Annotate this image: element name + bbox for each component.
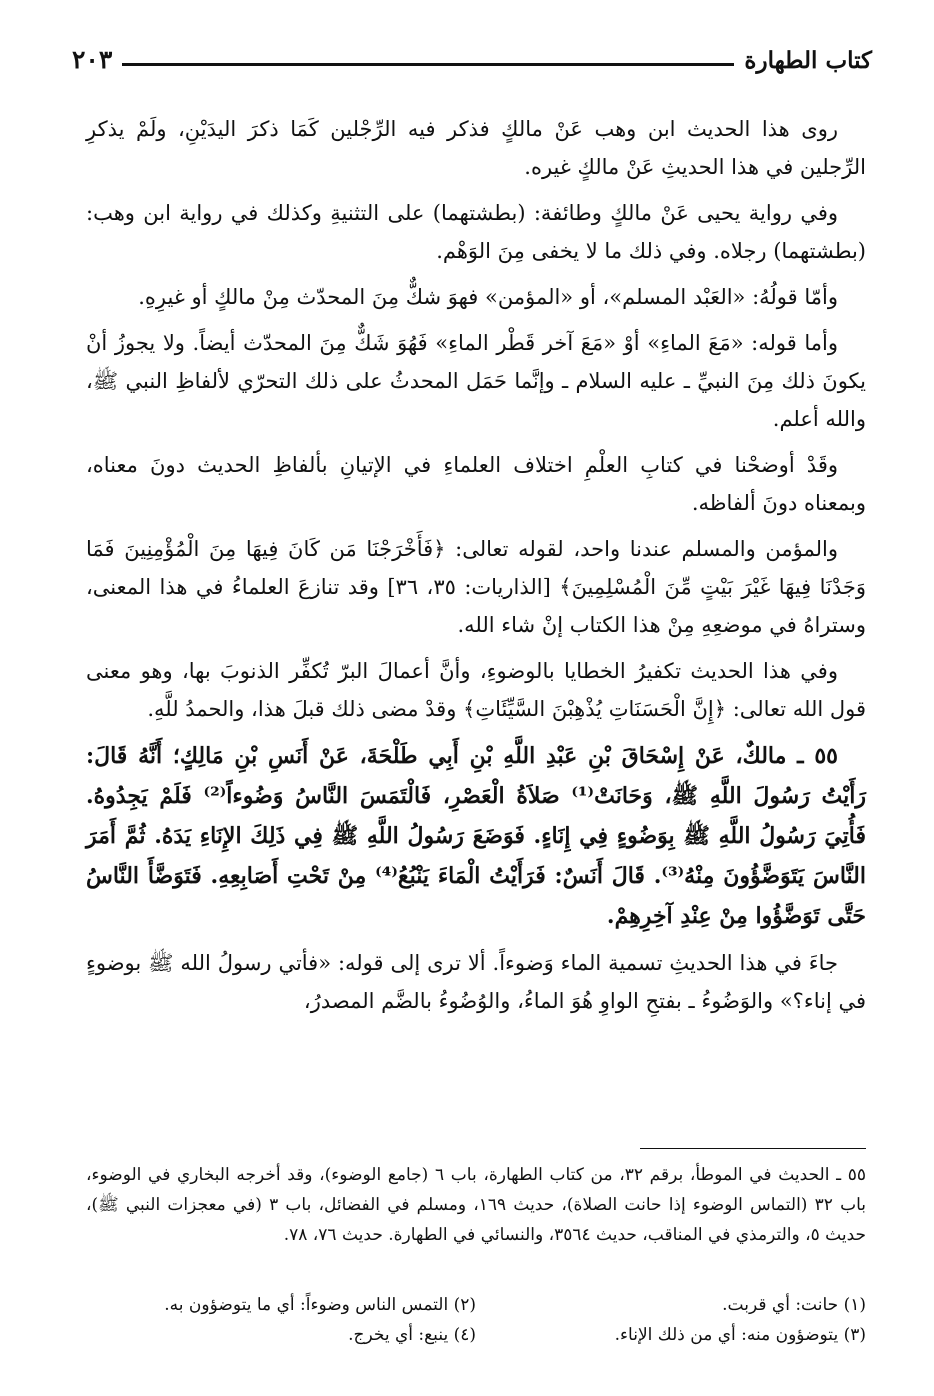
footnote-block	[86, 1160, 866, 1250]
paragraph: وأما قوله: «مَعَ الماءِ» أوْ «مَعَ آخر قَطْر الماءِ» فَهُوَ شَكٌّ مِنَ المحدّث أيضاً. ولا يجوزُ أنْ يكونَ ذلك مِنَ النبيِّ ـ عليه السلام ـ وإنَّما حَمَل المحدثُ على ذلك التحرّي لألفاظِ النبي ﷺ، والله أعلم.	[86, 331, 866, 431]
page-number: ٢٠٣	[72, 45, 113, 74]
footnote-rule	[640, 1148, 866, 1149]
gloss-row	[86, 1290, 866, 1320]
running-header	[72, 34, 872, 74]
paragraph: روى هذا الحديث ابن وهب عَنْ مالكٍ فذكر فيه الرِّجْلين كَمَا ذكرَ اليدَيْنِ، ولَمْ يذكرِ الرِّجلين في هذا الحديثِ عَنْ مالكٍ غيره.	[86, 117, 866, 179]
paragraph: وقَدْ أوضحْنا في كتابِ العلْمِ اختلاف العلماءِ في الإتيانِ بألفاظِ الحديث دونَ معناه، وبمعناه دونَ ألفاظه.	[86, 453, 866, 515]
gloss-2: (٢) التمس الناس وضوءاً: أي ما يتوضؤون به.	[164, 1295, 476, 1315]
gloss-row	[86, 1320, 866, 1350]
paragraph: وأمّا قولُهُ: «العَبْد المسلم»، أو «المؤمن» فهوَ شكٌّ مِنَ المحدّث مِنْ مالكٍ أو غيرِهِ.	[138, 285, 838, 309]
paragraph: وفي هذا الحديث تكفيرُ الخطايا بالوضوءِ، وأنَّ أعمالَ البرّ تُكفِّر الذنوبَ بها، وهو معنى قول الله تعالى: ﴿إِنَّ الْحَسَنَاتِ يُذْهِبْنَ السَّيِّئَاتِ﴾ وقدْ مضى ذلك قبلَ هذا، والحمدُ للَّهِ.	[86, 659, 866, 721]
footnote-source: ٥٥ ـ الحديث في الموطأ، برقم ٣٢، من كتاب الطهارة، باب ٦ (جامع الوضوء)، وقد أخرجه البخاري في الوضوء، باب ٣٢ (التماس الوضوء إذا حانت الصلاة)، حديث ١٦٩، ومسلم في الفضائل، باب ٣ (في معجزات النبي ﷺ)، حديث ٥، والترمذي في المناقب، حديث ٣٥٦٤، والنسائي في الطهارة. حديث ٧٦، ٧٨.	[86, 1165, 866, 1245]
paragraph: جاءَ في هذا الحديثِ تسمية الماء وَضوءاً. ألا ترى إلى قوله: «فأتي رسولُ الله ﷺ بوضوءٍ في إناء؟» والوَضُوءُ ـ بفتحِ الواوِ هُوَ الماءُ، والوُضُوءُ بالضَّم المصدرُ،	[86, 951, 866, 1013]
gloss-4: (٤) ينبع: أي يخرج.	[348, 1325, 476, 1345]
header-rule	[122, 63, 734, 66]
main-text	[86, 110, 866, 1028]
paragraph: وفي رواية يحيى عَنْ مالكٍ وطائفة: (بطشتهما) على التثنيةِ وكذلك في رواية ابن وهب: (بطشتهما) رجلاه. وفي ذلك ما لا يخفى مِنَ الوَهْم.	[86, 201, 866, 263]
gloss-3: (٣) يتوضؤون منه: أي من ذلك الإناء.	[614, 1325, 866, 1345]
gloss-1: (١) حانت: أي قربت.	[722, 1295, 866, 1315]
chapter-title: كتاب الطهارة	[744, 47, 872, 74]
paragraph: والمؤمن والمسلم عندنا واحد، لقوله تعالى: ﴿فَأَخْرَجْنَا مَن كَانَ فِيهَا مِنَ الْمُؤْمِنِينَ فَمَا وَجَدْنَا فِيهَا غَيْرَ بَيْتٍ مِّنَ الْمُسْلِمِينَ﴾ [الذاريات: ٣٥، ٣٦] وقد تنازعَ العلماءُ في هذا المعنى، وستراهُ في موضعِهِ مِنْ هذا الكتاب إنْ شاء الله.	[86, 537, 867, 637]
hadith-text: ٥٥ ـ مالكٌ، عَنْ إِسْحَاقَ بْنِ عَبْدِ اللَّهِ بْنِ أَبِي طَلْحَةَ، عَنْ أَنَسِ بْنِ مَالِكٍ؛ أَنَّهُ قَالَ: رَأَيْتُ رَسُولَ اللَّهِ ﷺ، وَحَانَتْ⁽¹⁾ صَلاَةُ الْعَصْرِ، فَالْتَمَسَ النَّاسُ وَضُوءاً⁽²⁾ فَلَمْ يَجِدُوهُ. فَأُتِيَ رَسُولُ اللَّهِ ﷺ بِوَضُوءٍ فِي إِنَاءٍ. فَوَضَعَ رَسُولُ اللَّهِ ﷺ فِي ذَلِكَ الإِنَاءِ يَدَهُ. ثُمَّ أَمَرَ النَّاسَ يَتَوَضَّؤُونَ مِنْهُ⁽³⁾. قَالَ أَنَسٌ: فَرَأَيْتُ الْمَاءَ يَنْبُعُ⁽⁴⁾ مِنْ تَحْتِ أَصَابِعِهِ. فَتَوَضَّأَ النَّاسُ حَتَّى تَوَضَّؤُوا مِنْ عِنْدِ آخِرِهِمْ.	[86, 743, 867, 929]
footnote-glosses	[86, 1290, 866, 1350]
